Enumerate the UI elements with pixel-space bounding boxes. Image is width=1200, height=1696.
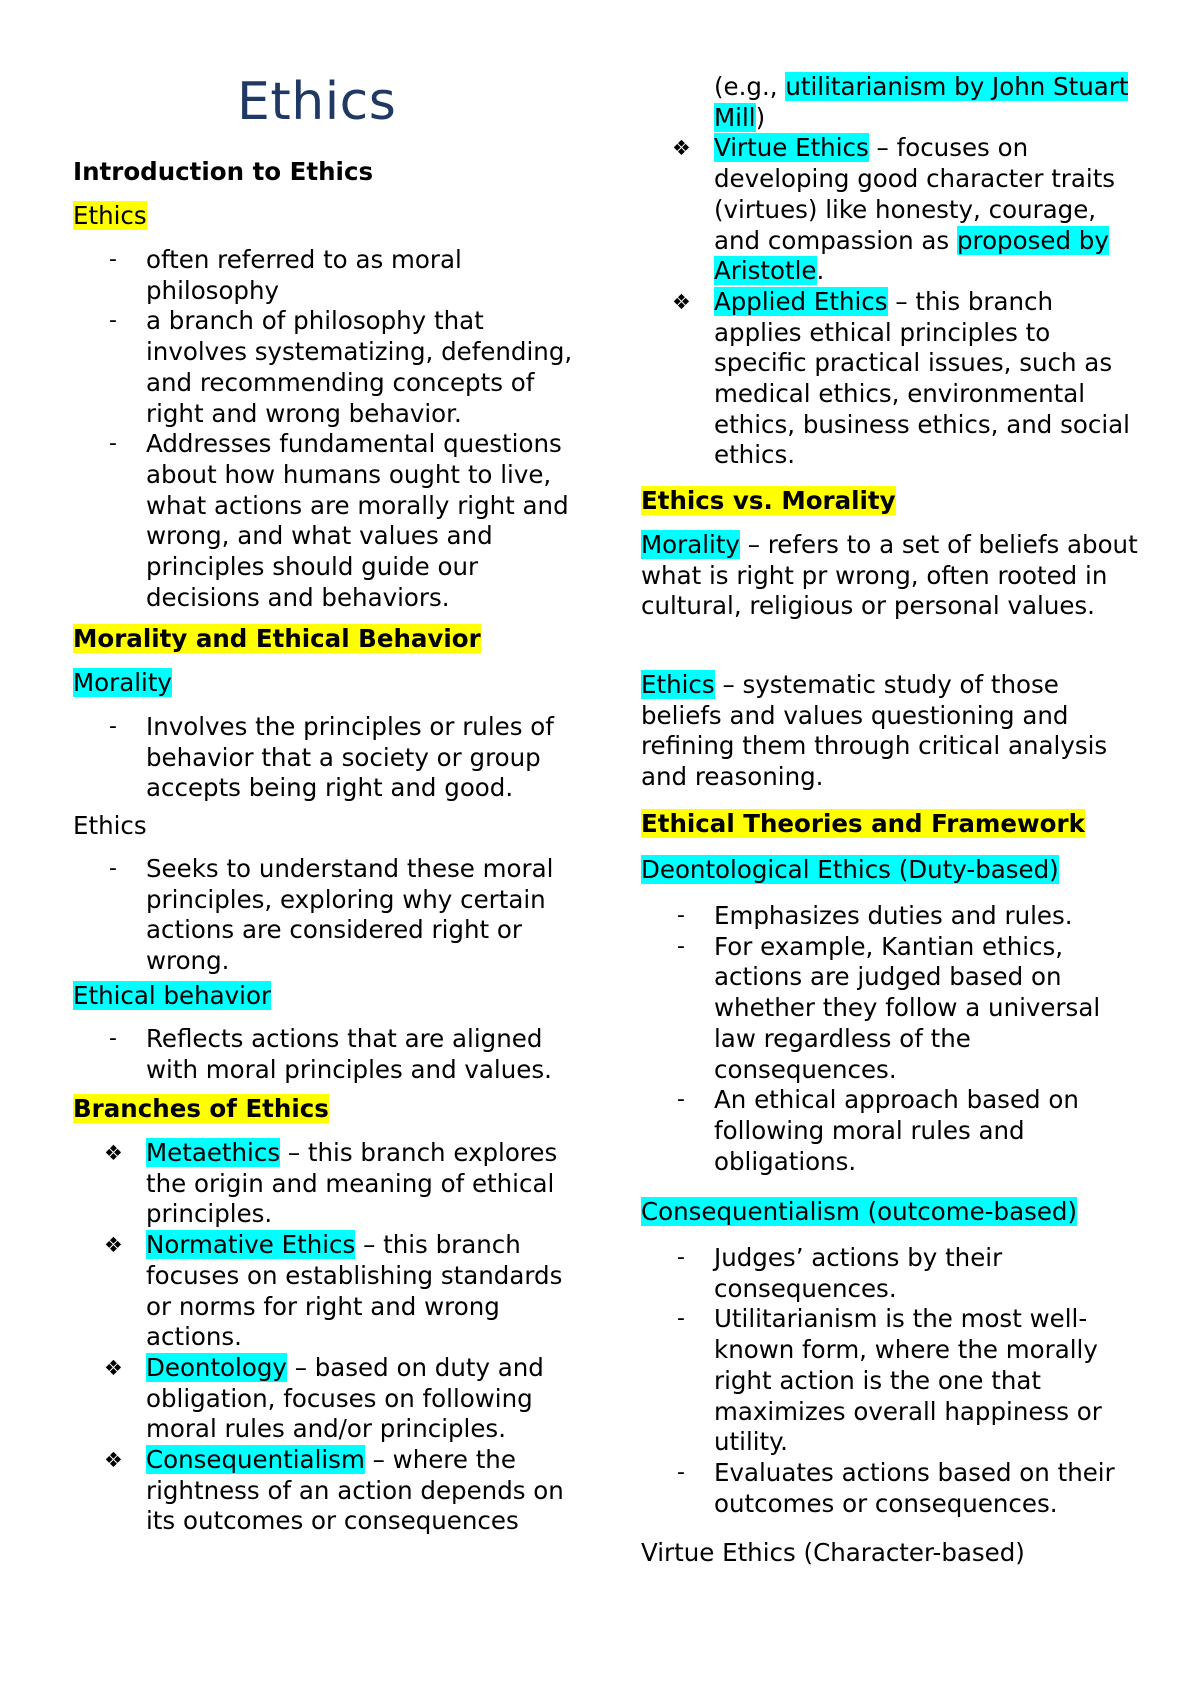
ethical-behavior-label: Ethical behavior	[73, 981, 272, 1010]
consequentialism-label: Consequentialism (outcome-based)	[641, 1197, 1078, 1226]
consequentialism-bullet-list	[641, 1243, 1141, 1519]
dash-marker: -	[677, 903, 685, 928]
list-item: - a branch of philosophy that involves systematizing, defending, and recommending concepts of right and wrong behavior.	[109, 306, 573, 428]
document-title: Ethics	[237, 72, 397, 132]
diamond-bullet-icon: ❖	[672, 289, 691, 314]
behavior-bullet-list	[73, 1024, 573, 1085]
diamond-bullet-icon: ❖	[672, 136, 691, 161]
branch-term: Virtue Ethics	[714, 133, 869, 163]
list-item: ❖ Deontology – based on duty and obligation, focuses on following moral rules and/or principles.	[104, 1352, 544, 1444]
morality-heading: Morality and Ethical Behavior	[73, 624, 481, 653]
morality-term: Morality	[641, 530, 740, 559]
dash-marker: -	[109, 308, 117, 334]
list-item: - Judges’ actions by their consequences.	[677, 1243, 1003, 1303]
list-item: - Emphasizes duties and rules.	[677, 901, 1073, 930]
list-item: - Involves the principles or rules of behavior that a society or group accepts being right and good.	[109, 712, 554, 803]
list-item: ❖ Consequentialism – where the rightness of an action depends on its outcomes or consequences	[104, 1445, 564, 1536]
branch-term: Metaethics	[146, 1138, 281, 1167]
dash-marker: -	[109, 1026, 117, 1051]
branch-term: Consequentialism	[146, 1445, 365, 1475]
morality-label: Morality	[73, 668, 172, 697]
dash-marker: -	[109, 714, 117, 739]
dash-marker: -	[677, 1459, 685, 1485]
list-item: ❖ Applied Ethics – this branch applies ethical principles to specific practical issues, such as medical ethics, environmental ethics, business ethics, and social ethics.	[672, 286, 1130, 470]
list-item: - Evaluates actions based on their outcomes or consequences.	[677, 1457, 1115, 1518]
ethics-vs-morality-heading: Ethics vs. Morality	[641, 486, 896, 515]
list-item: ❖ Metaethics – this branch explores the origin and meaning of ethical principles.	[104, 1138, 558, 1229]
list-item: - Reflects actions that are aligned with moral principles and values.	[109, 1024, 552, 1084]
ethics2-bullet-list	[73, 854, 573, 977]
ethics-label: Ethics	[73, 201, 147, 230]
dash-marker: -	[677, 933, 685, 959]
morality-bullet-list	[73, 712, 573, 804]
deontological-label: Deontological Ethics (Duty-based)	[641, 855, 1059, 884]
morality-definition: Morality – refers to a set of beliefs about what is right pr wrong, often rooted in cultural, religious or personal values.	[641, 530, 1138, 621]
list-item: ❖ Normative Ethics – this branch focuses on establishing standards or norms for right and wrong actions.	[104, 1230, 563, 1352]
ethics-subheading: Ethics	[73, 811, 147, 840]
branches-list	[73, 1138, 573, 1537]
list-item: - Utilitarianism is the most well-known form, where the morally right action is the one that maximizes overall happiness or utility.	[677, 1304, 1102, 1457]
dash-marker: -	[677, 1245, 685, 1270]
ethics-term: Ethics	[641, 670, 715, 699]
dash-marker: -	[109, 856, 117, 881]
ethics-bullet-list	[73, 245, 573, 613]
branches-heading: Branches of Ethics	[73, 1094, 329, 1123]
ethical-theories-heading: Ethical Theories and Framework	[641, 809, 1085, 838]
deontological-bullet-list	[641, 901, 1141, 1177]
dash-marker: -	[109, 247, 117, 272]
list-item: ❖ Virtue Ethics – focuses on developing good character traits (virtues) like honesty, courage, and compassion as proposed by Aristotle.	[672, 133, 1116, 286]
ethics-definition: Ethics – systematic study of those beliefs and values questioning and refining them through critical analysis and reasoning.	[641, 670, 1108, 792]
branch-term: Applied Ethics	[714, 286, 888, 316]
branch-term: Normative Ethics	[146, 1230, 356, 1260]
aristotle-highlight: proposed by Aristotle	[714, 225, 1109, 286]
branches-list-continued	[641, 72, 1141, 471]
list-item: - An ethical approach based on following moral rules and obligations.	[677, 1085, 1079, 1176]
list-item: (e.g., utilitarianism by John Stuart Mill)	[714, 72, 1129, 132]
list-item: - For example, Kantian ethics, actions are judged based on whether they follow a universal law regardless of the consequences.	[677, 931, 1101, 1084]
diamond-bullet-icon: ❖	[104, 1355, 123, 1380]
utilitarianism-highlight: utilitarianism by John Stuart Mill	[714, 72, 1129, 132]
branch-term: Deontology	[146, 1352, 287, 1382]
diamond-bullet-icon: ❖	[104, 1233, 123, 1258]
list-item: - Seeks to understand these moral principles, exploring why certain actions are considered right or wrong.	[109, 854, 554, 976]
diamond-bullet-icon: ❖	[104, 1141, 123, 1165]
virtue-ethics-subheading: Virtue Ethics (Character-based)	[641, 1538, 1025, 1567]
intro-heading: Introduction to Ethics	[73, 157, 374, 186]
dash-marker: -	[677, 1087, 685, 1113]
dash-marker: -	[677, 1306, 685, 1332]
dash-marker: -	[109, 431, 117, 457]
list-item: - often referred to as moral philosophy	[109, 245, 462, 305]
diamond-bullet-icon: ❖	[104, 1448, 123, 1473]
list-item: - Addresses fundamental questions about how humans ought to live, what actions are morally right and wrong, and what values and principles should guide our decisions and behaviors.	[109, 429, 569, 612]
